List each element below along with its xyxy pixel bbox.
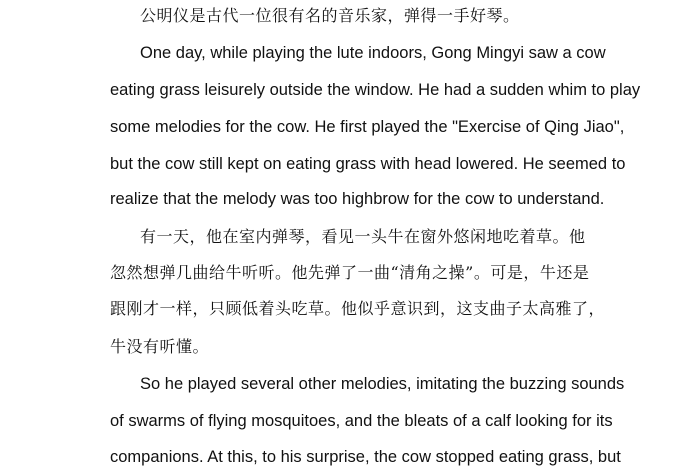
paragraph-4-line-1: So he played several other melodies, imitating the buzzing sounds xyxy=(140,375,625,393)
paragraph-1-line-1: 公明仪是古代一位很有名的音乐家，弹得一手好琴。 xyxy=(140,6,520,25)
paragraph-3-line-3: 跟刚才一样，只顾低着头吃草。他似乎意识到，这支曲子太高雅了， xyxy=(110,299,606,318)
paragraph-4-line-2: of swarms of flying mosquitoes, and the bleats of a calf looking for its xyxy=(110,412,613,430)
paragraph-2-line-5: realize that the melody was too highbrow for the cow to understand. xyxy=(110,190,605,208)
paragraph-4-line-3: companions. At this, to his surprise, the cow stopped eating grass, but xyxy=(110,448,621,466)
paragraph-3-line-2: 忽然想弹几曲给牛听听。他先弹了一曲“清角之操”。可是，牛还是 xyxy=(110,263,590,282)
paragraph-2-line-3: some melodies for the cow. He first played the "Exercise of Qing Jiao", xyxy=(110,118,625,136)
paragraph-2-line-4: but the cow still kept on eating grass with head lowered. He seemed to xyxy=(110,155,626,173)
paragraph-3-line-4: 牛没有听懂。 xyxy=(110,337,210,356)
paragraph-3-line-1: 有一天，他在室内弹琴，看见一头牛在窗外悠闲地吃着草。他 xyxy=(140,227,586,246)
paragraph-2-line-2: eating grass leisurely outside the window. He had a sudden whim to play xyxy=(110,81,641,99)
paragraph-2-line-1: One day, while playing the lute indoors, Gong Mingyi saw a cow xyxy=(140,44,606,62)
